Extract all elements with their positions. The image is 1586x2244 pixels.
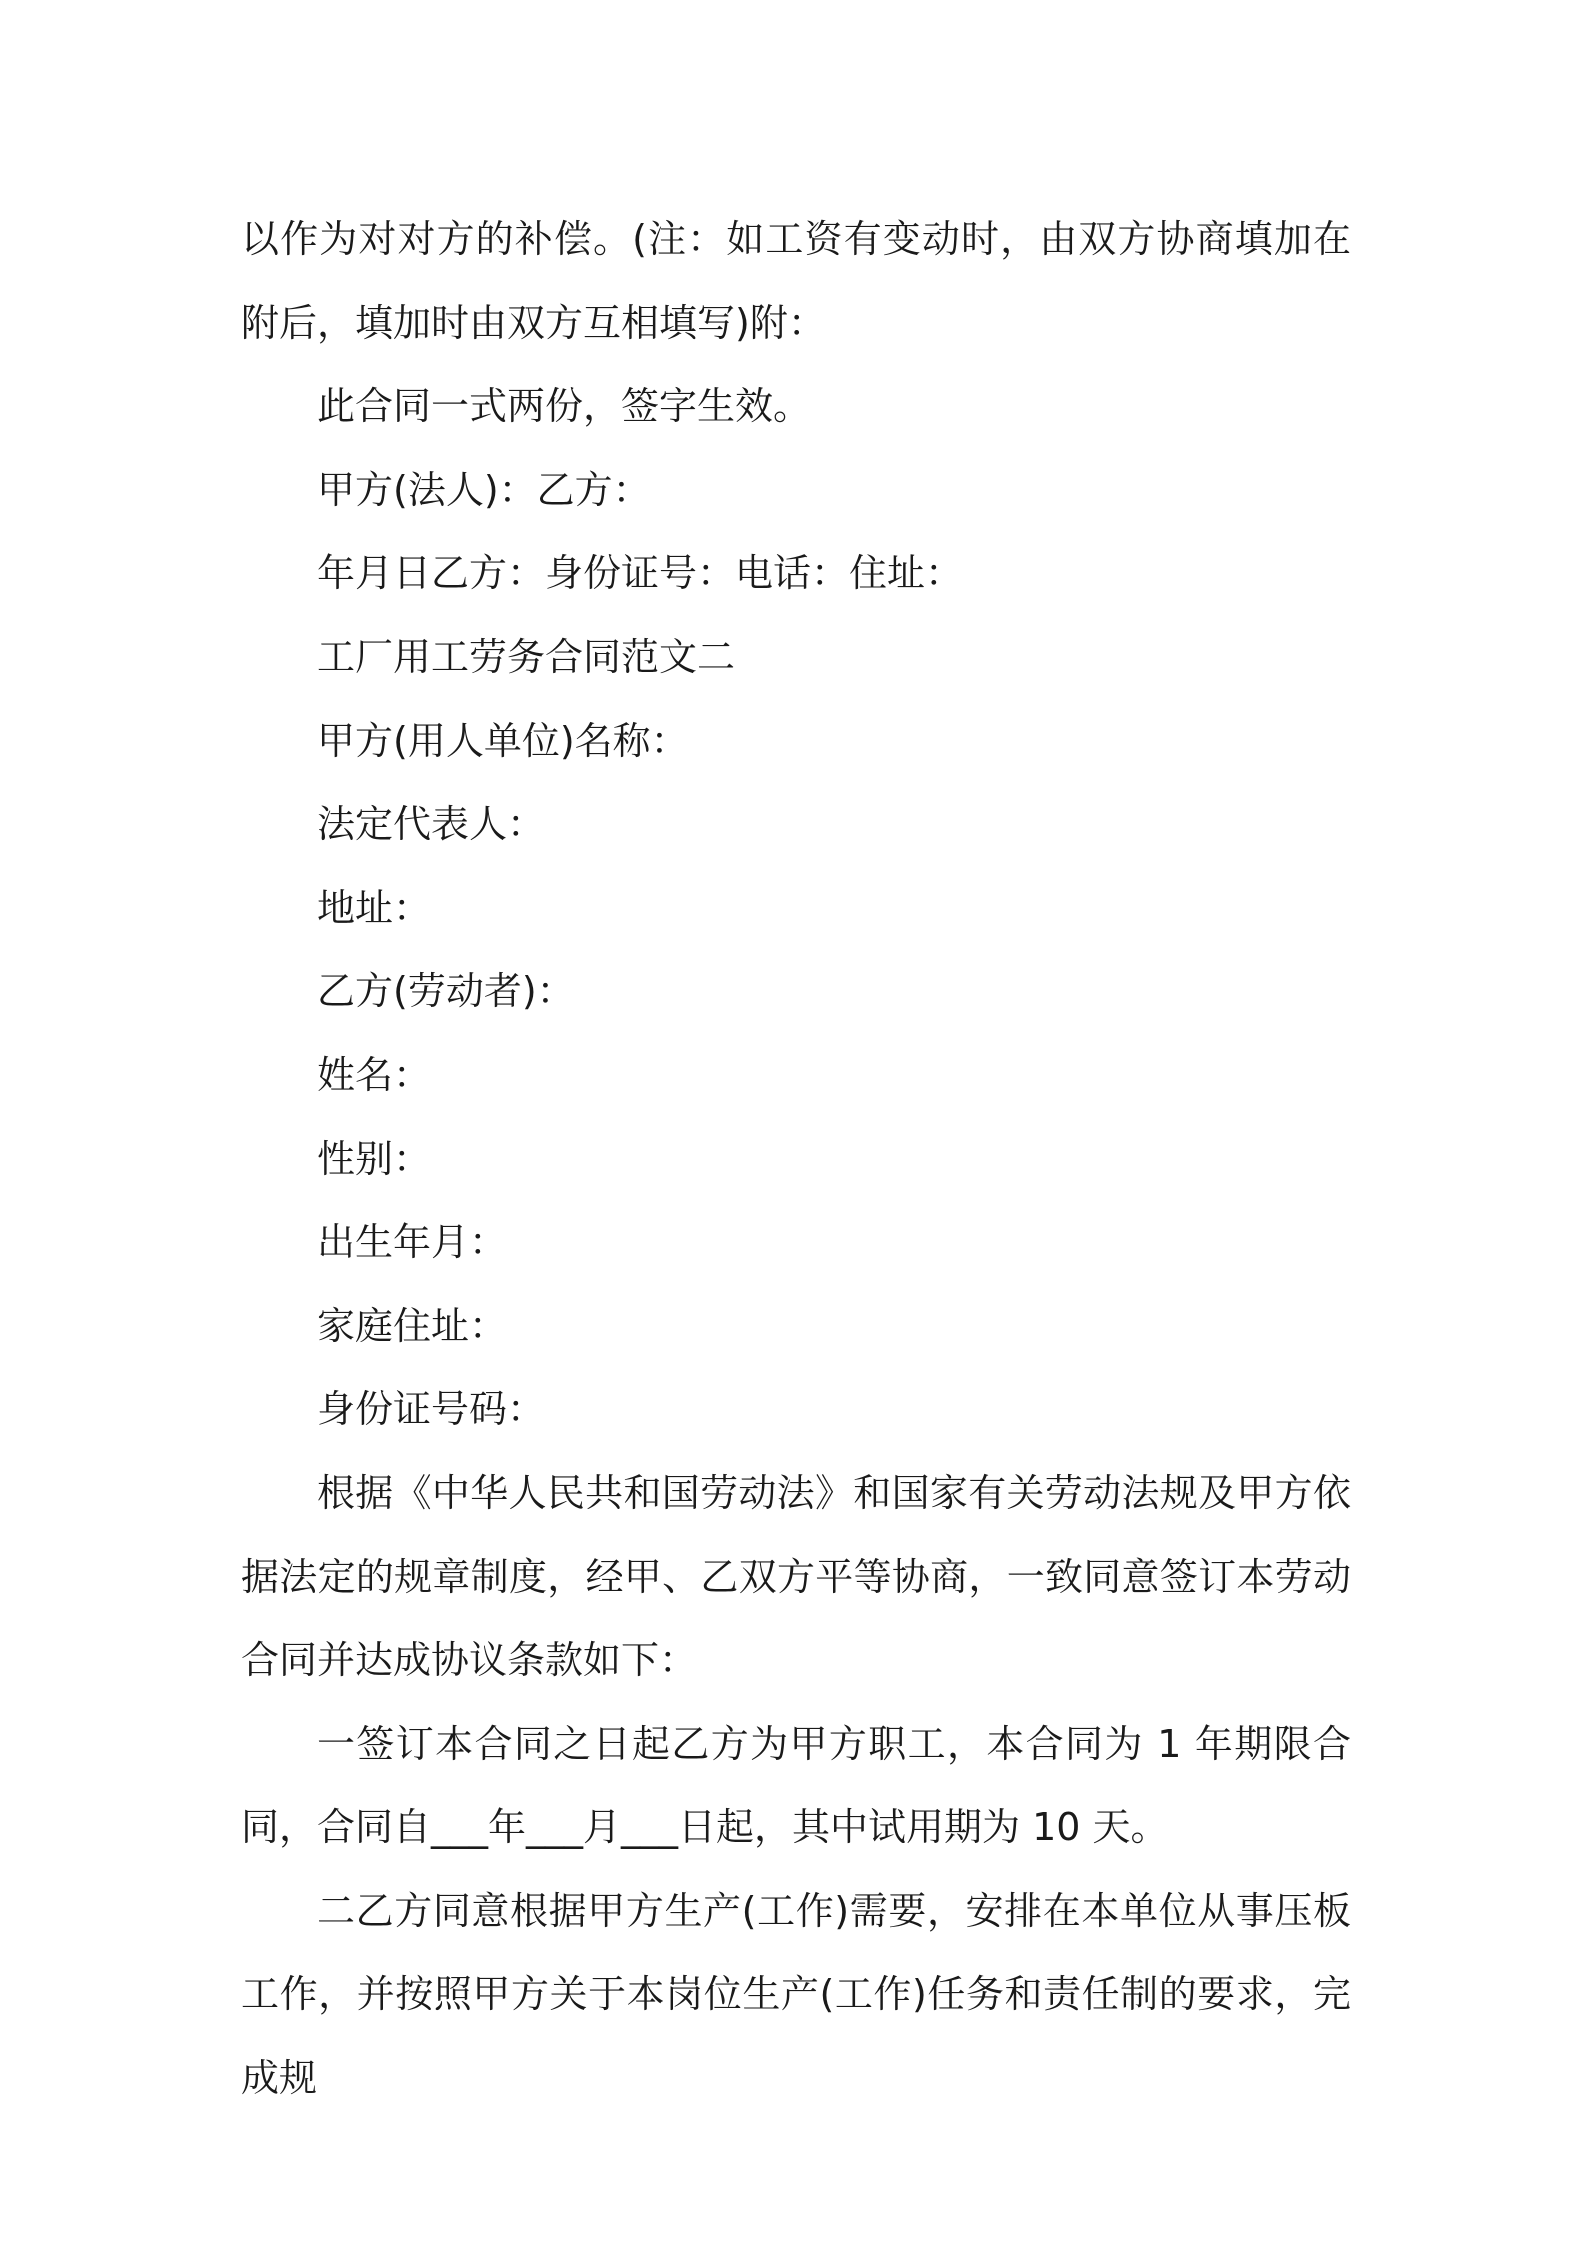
paragraph-party-a-legal-party-b: 甲方(法人)：乙方： (317, 467, 651, 512)
clause-one-term: 一签订本合同之日起乙方为甲方职工，本合同为 1 年期限合同，合同自___年___月___日起，其中试用期为 10 天。 (241, 1721, 1351, 1850)
field-employer-name: 甲方(用人单位)名称： (317, 718, 689, 763)
field-home-address: 家庭住址： (317, 1303, 508, 1348)
paragraph-legal-basis: 根据《中华人民共和国劳动法》和国家有关劳动法规及甲方依据法定的规章制度，经甲、乙双方平等协商，一致同意签订本劳动合同并达成协议条款如下： (241, 1470, 1351, 1683)
paragraph-date-party-b-details: 年月日乙方：身份证号：电话：住址： (317, 551, 964, 596)
field-address: 地址： (317, 885, 432, 930)
field-legal-representative: 法定代表人： (317, 802, 546, 847)
document-body (241, 198, 1351, 2121)
field-id-number: 身份证号码： (317, 1387, 546, 1432)
field-name: 姓名： (317, 1052, 432, 1097)
field-gender: 性别： (317, 1136, 432, 1181)
paragraph-compensation-note: 以作为对对方的补偿。(注：如工资有变动时，由双方协商填加在附后，填加时由双方互相填写)附： (241, 217, 1351, 345)
paragraph-copies-effective: 此合同一式两份，签字生效。 (317, 384, 812, 429)
clause-two-job-assignment: 二乙方同意根据甲方生产(工作)需要，安排在本单位从事压板工作，并按照甲方关于本岗位生产(工作)任务和责任制的要求，完成规 (241, 1888, 1351, 2101)
field-birth-date: 出生年月： (317, 1220, 508, 1265)
section-title-sample-two: 工厂用工劳务合同范文二 (317, 634, 736, 679)
field-party-b-worker: 乙方(劳动者)： (317, 969, 575, 1014)
